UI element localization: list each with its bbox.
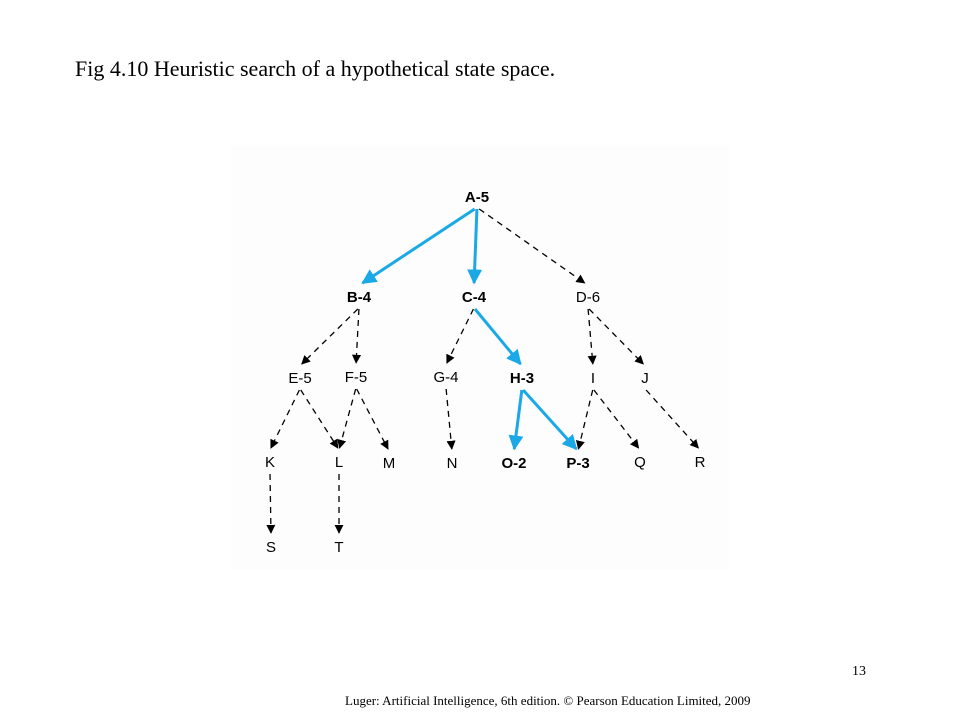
nodes-layer xyxy=(265,189,706,556)
edges-layer xyxy=(270,209,698,533)
edge-g-n xyxy=(446,389,452,449)
node-n: N xyxy=(446,455,458,472)
node-e: E-5 xyxy=(288,370,312,387)
node-m: M xyxy=(382,455,396,472)
node-d: D-6 xyxy=(575,289,601,306)
edge-b-e xyxy=(302,309,358,364)
node-t: T xyxy=(334,539,344,556)
edge-f-m xyxy=(357,389,388,449)
node-l: L xyxy=(334,454,344,471)
node-q: Q xyxy=(634,454,646,471)
node-k: K xyxy=(264,454,276,471)
edge-j-r xyxy=(646,390,698,448)
edge-c-g xyxy=(447,309,474,363)
edge-a-d xyxy=(479,209,584,283)
node-j: J xyxy=(641,370,649,387)
edge-k-s xyxy=(270,474,271,533)
edge-a-b xyxy=(363,209,475,283)
node-p: P-3 xyxy=(566,455,590,472)
node-f: F-5 xyxy=(344,369,368,386)
edge-d-i xyxy=(588,309,593,364)
node-s: S xyxy=(265,539,277,556)
edge-i-p xyxy=(578,390,592,449)
node-c: C-4 xyxy=(461,289,487,306)
edge-b-f xyxy=(356,309,359,363)
node-g: G-4 xyxy=(433,369,459,386)
edge-h-o xyxy=(514,390,522,449)
edge-e-l xyxy=(301,390,338,448)
edge-c-h xyxy=(475,309,521,364)
node-i: I xyxy=(590,370,596,387)
node-h: H-3 xyxy=(509,370,535,387)
slide-title: Fig 4.10 Heuristic search of a hypothetical state space. xyxy=(75,56,556,81)
edge-h-p xyxy=(523,390,576,449)
node-b: B-4 xyxy=(346,289,372,306)
node-a: A-5 xyxy=(464,189,490,206)
page-number: 13 xyxy=(852,664,866,679)
edge-d-j xyxy=(589,309,643,364)
edge-e-k xyxy=(271,390,300,448)
node-r: R xyxy=(694,454,706,471)
edge-i-q xyxy=(594,390,639,448)
edge-a-c xyxy=(474,209,477,283)
citation: Luger: Artificial Intelligence, 6th edition. © Pearson Education Limited, 2009 xyxy=(345,693,751,708)
node-o: O-2 xyxy=(501,455,527,472)
edge-f-l xyxy=(340,389,356,448)
